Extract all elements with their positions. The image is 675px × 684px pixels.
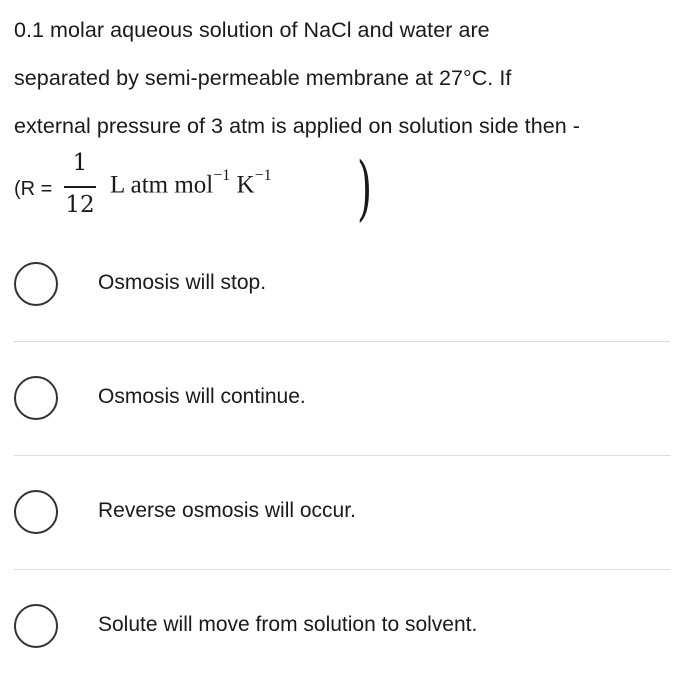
option-4-label: Solute will move from solution to solvent. xyxy=(98,613,478,636)
radio-button-3[interactable] xyxy=(14,490,58,534)
radio-button-4[interactable] xyxy=(14,604,58,648)
unit-k: K xyxy=(236,171,255,199)
unit-l-atm-mol: L atm mol xyxy=(110,171,214,199)
option-2-label: Osmosis will continue. xyxy=(98,385,306,408)
radio-button-2[interactable] xyxy=(14,376,58,420)
question-line-3: external pressure of 3 atm is applied on solution side then - xyxy=(14,114,580,138)
unit-exponent-1: −1 xyxy=(213,167,231,184)
option-1[interactable] xyxy=(14,228,670,342)
option-4[interactable] xyxy=(14,570,670,684)
question-line-1: 0.1 molar aqueous solution of NaCl and water are xyxy=(14,18,490,42)
formula-prefix: (R = xyxy=(14,178,53,200)
option-3[interactable] xyxy=(14,456,670,570)
closing-parenthesis: ) xyxy=(357,147,373,229)
fraction-denominator: 12 xyxy=(65,192,95,218)
question-line-2: separated by semi-permeable membrane at 27°C. If xyxy=(14,66,512,90)
radio-button-1[interactable] xyxy=(14,262,58,306)
option-1-label: Osmosis will stop. xyxy=(98,271,267,294)
unit-exponent-2: −1 xyxy=(254,167,272,184)
option-2[interactable] xyxy=(14,342,670,456)
option-3-label: Reverse osmosis will occur. xyxy=(98,499,356,522)
fraction-numerator: 1 xyxy=(72,150,88,176)
